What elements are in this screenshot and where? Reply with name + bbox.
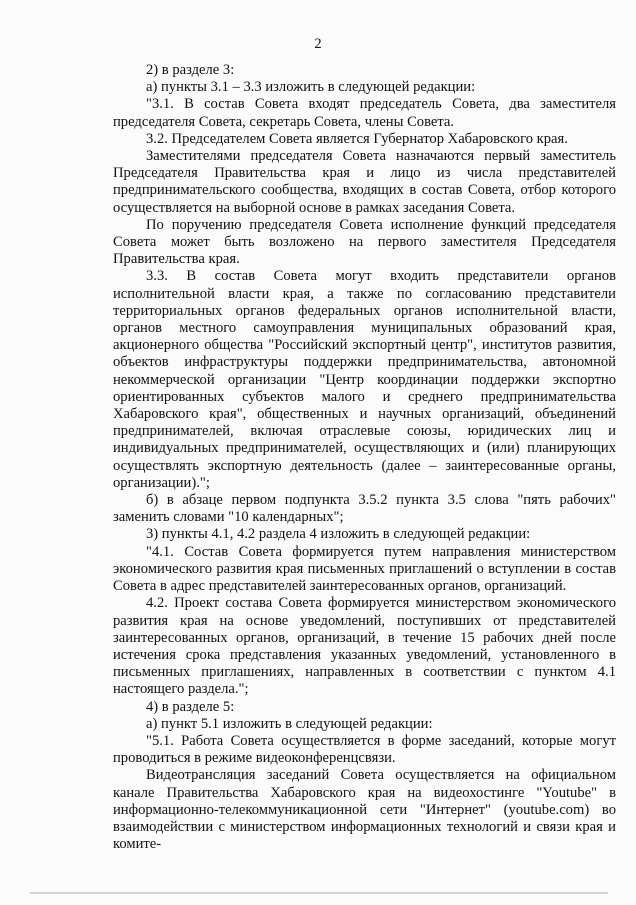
paragraph: б) в абзаце первом подпункта 3.5.2 пункта 3.5 слова "пять рабочих" заменить словами "10 календарных"; [113, 492, 616, 526]
paragraph: "3.1. В состав Совета входят председатель Совета, два заместителя председателя Совета, секретарь Совета, члены Совета. [113, 96, 616, 130]
paragraph: 3.3. В состав Совета могут входить представители органов исполнительной власти края, а также по согласованию представители территориальных органов федеральных органов исполнительной власти, органов местного самоуправления муниципальных образований края, акционерного общества "Российский экспортный центр", институтов развития, объектов инфраструктуры поддержки предпринимательства, автономной некоммерческой организации "Центр координации поддержки экспортно ориентированных субъектов малого и среднего предпринимательства Хабаровского края", общественных и научных организаций, объединений предпринимателей, включая отраслевые союзы, юридических лиц и индивидуальных предпринимателей, осуществляющих и (или) планирующих осуществлять экспортную деятельность (далее – заинтересованные органы, организации)."; [113, 268, 616, 491]
paragraph: 3.2. Председателем Совета является Губернатор Хабаровского края. [146, 130, 568, 147]
document-body [113, 62, 616, 853]
paragraph: 3) пункты 4.1, 4.2 раздела 4 изложить в следующей редакции: [146, 526, 531, 543]
paragraph: 4.2. Проект состава Совета формируется министерством экономического развития края на основе уведомлений, поступивших от представителей заинтересованных органов, организаций, в течение 15 рабочих дней после истечения срока представления указанных уведомлений, установленного в письменных приглашениях, направленных в соответствии с пунктом 4.1 настоящего раздела."; [113, 595, 616, 698]
paragraph: Видеотрансляция заседаний Совета осуществляется на официальном канале Правительства Хабаровского края на видеохостинге "Youtube" в информационно-телекоммуникационной сети "Интернет" (youtube.com) во взаимодействии с министерством информационных технологий и связи края и комите- [113, 767, 616, 853]
paragraph: "5.1. Работа Совета осуществляется в форме заседаний, которые могут проводиться в режиме видеоконференцсвязи. [113, 732, 616, 767]
paragraph: Заместителями председателя Совета назначаются первый заместитель Председателя Правительства края и лицо из числа представителей предпринимательского сообщества, входящих в состав Совета, отбор которого осуществляется на выборной основе в рамках заседания Совета. [113, 148, 616, 216]
paragraph: 2) в разделе 3: [146, 62, 235, 78]
scan-edge-line [30, 892, 608, 894]
paragraph: а) пункт 5.1 изложить в следующей редакции: [146, 715, 433, 732]
paragraph: 4) в разделе 5: [146, 698, 235, 715]
paragraph: а) пункты 3.1 – 3.3 изложить в следующей редакции: [146, 79, 476, 96]
paragraph: "4.1. Состав Совета формируется путем направления министерством экономического развития края письменных приглашений о вступлении в состав Совета в адрес представителей заинтересованных органов, организаций. [113, 543, 616, 595]
page-number: 2 [314, 36, 322, 52]
paragraph: По поручению председателя Совета исполнение функций председателя Совета может быть возложено на первого заместителя Председателя Правительства края. [113, 216, 616, 268]
